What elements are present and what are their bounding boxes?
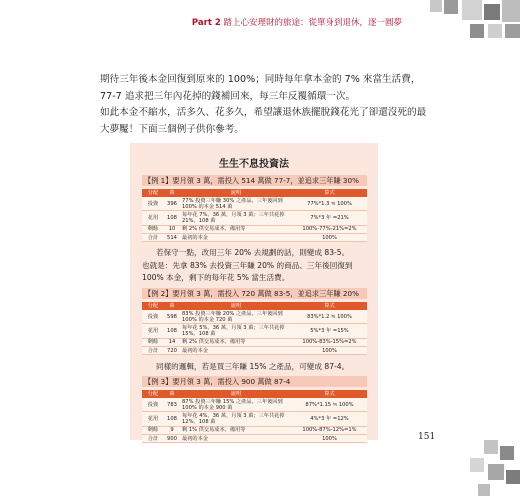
cell: 花用	[142, 412, 164, 426]
cell: 每年花 5%、36 萬，月領 3 萬；三年共花掉 15%、108 萬	[180, 324, 292, 338]
col-header: 算式	[292, 302, 367, 310]
cell: 83% 投資三年賺 20% 之產品，三年後回到 100% 的本金 720 萬	[180, 310, 292, 324]
example-label: 【例 2】要月領 3 萬，需投入 720 萬做 83-5，並追求三年賺 20%	[142, 288, 367, 299]
decor-square	[430, 0, 442, 12]
decor-square	[470, 458, 484, 472]
cell: 108	[164, 324, 180, 338]
decor-square	[505, 24, 520, 38]
cell: 剩餘	[142, 338, 164, 346]
cell: 花用	[142, 211, 164, 225]
col-header: 分配	[142, 302, 164, 310]
table-row	[142, 211, 367, 225]
example-table	[142, 189, 367, 242]
cell: 108	[164, 211, 180, 225]
example-label: 【例 3】要月領 3 萬，需投入 900 萬做 87-4	[142, 376, 367, 387]
cell: 87%*1.15 ≒ 100%	[292, 398, 367, 412]
para-line: 若保守一點，改用三年 20% 去規劃的話，則變成 83-5。	[156, 248, 350, 257]
cell: 合計	[142, 347, 164, 355]
cell: 108	[164, 412, 180, 426]
cell: 5%*3 年 =15%	[292, 324, 367, 338]
col-header: 算式	[292, 390, 367, 398]
example-table	[142, 390, 367, 443]
cell: 每年花 4%、36 萬，月領 3 萬；三年共花掉 12%、108 萬	[180, 412, 292, 426]
cell: 投資	[142, 197, 164, 211]
cell: 900	[164, 435, 180, 443]
para-line: 同樣的邏輯，若是買三年賺 15% 之產品，可變成 87-4。	[156, 362, 350, 371]
table-row	[142, 324, 367, 338]
cell: 7%*3 年 =21%	[292, 211, 367, 225]
cell: 最初的本金	[180, 435, 292, 443]
cell: 83%*1.2 ≒ 100%	[292, 310, 367, 324]
cell: 598	[164, 310, 180, 324]
cell: 剩 2% 供交易成本、備用等	[180, 225, 292, 233]
box-paragraph	[142, 361, 367, 374]
col-header: 算式	[292, 189, 367, 197]
table-row	[142, 412, 367, 426]
col-header: 萬	[164, 390, 180, 398]
table-row	[142, 435, 367, 443]
cell: 合計	[142, 435, 164, 443]
table-row	[142, 426, 367, 434]
body-text	[100, 72, 430, 138]
decor-square	[506, 470, 520, 484]
table-row	[142, 338, 367, 346]
table-row	[142, 197, 367, 211]
decor-square	[484, 4, 500, 20]
table-row	[142, 398, 367, 412]
para-line: 也就是：先拿 83% 去投資三年賺 20% 的商品、三年後回復到	[142, 260, 353, 270]
cell: 9	[164, 426, 180, 434]
cell: 720	[164, 347, 180, 355]
cell: 4%*3 年 =12%	[292, 412, 367, 426]
cell: 投資	[142, 310, 164, 324]
cell: 87% 投資三年賺 15% 之產品，三年後回到 100% 的本金 900 萬	[180, 398, 292, 412]
cell: 剩 2% 供交易成本、備用等	[180, 338, 292, 346]
header-title: 踏上心安理財的旅途：從單身到退休，逐一圓夢	[223, 18, 402, 28]
cell: 10	[164, 225, 180, 233]
cell: 每年花 7%、36 萬，月領 3 萬；三年共花掉 21%、108 萬	[180, 211, 292, 225]
decor-square	[470, 24, 484, 38]
header-part: Part 2	[191, 18, 221, 28]
col-header: 說明	[180, 390, 292, 398]
box-paragraph	[142, 247, 367, 285]
decor-square	[462, 0, 482, 20]
body-paragraph: 期待三年後本金回復到原來的 100%；同時每年拿本金的 7% 來當生活費，77-7 追求把三年內花掉的錢補回來，每三年反覆循環一次。	[100, 74, 421, 102]
cell: 100%-87%-12%=1%	[292, 426, 367, 434]
col-header: 說明	[180, 189, 292, 197]
col-header: 說明	[180, 302, 292, 310]
decor-square	[444, 0, 458, 14]
decor-square	[502, 0, 520, 22]
cell: 100%	[292, 435, 367, 443]
box-title: 生生不息投資法	[219, 159, 289, 170]
cell: 100%	[292, 347, 367, 355]
cell: 783	[164, 398, 180, 412]
investment-box	[130, 143, 378, 440]
cell: 514	[164, 234, 180, 242]
decor-square	[500, 446, 514, 460]
cell: 投資	[142, 398, 164, 412]
decor-square	[478, 484, 490, 496]
cell: 77% 投資三年賺 30% 之產品，三年後回到 100% 的本金 514 萬	[180, 197, 292, 211]
cell: 合計	[142, 234, 164, 242]
col-header: 分配	[142, 390, 164, 398]
cell: 14	[164, 338, 180, 346]
table-row	[142, 234, 367, 242]
table-row	[142, 347, 367, 355]
cell: 最初的本金	[180, 347, 292, 355]
decor-square	[488, 24, 502, 38]
cell: 100%-83%-15%=2%	[292, 338, 367, 346]
decor-square	[484, 440, 498, 454]
example-label: 【例 1】要月領 3 萬，需投入 514 萬做 77-7，並追求三年賺 30%	[142, 175, 367, 186]
example-table	[142, 302, 367, 355]
para-line: 100% 本金，剩下的每年花 5% 當生活費。	[142, 273, 290, 282]
running-header	[192, 16, 402, 28]
decor-square	[488, 464, 504, 480]
cell: 剩餘	[142, 225, 164, 233]
page-number: 151	[418, 432, 436, 442]
cell: 100%-77%-21%=2%	[292, 225, 367, 233]
cell: 剩餘	[142, 426, 164, 434]
cell: 100%	[292, 234, 367, 242]
col-header: 分配	[142, 189, 164, 197]
cell: 剩 1% 供交易成本、備用等	[180, 426, 292, 434]
cell: 77%*1.3 ≒ 100%	[292, 197, 367, 211]
cell: 396	[164, 197, 180, 211]
table-row	[142, 225, 367, 233]
table-row	[142, 310, 367, 324]
body-paragraph: 如此本金不縮水，活多久、花多久，希望讓退休族擺脫錢花光了卻還沒死的最大夢魘！下面三個例子供你參考。	[100, 107, 427, 135]
cell: 花用	[142, 324, 164, 338]
col-header: 萬	[164, 302, 180, 310]
cell: 最初的本金	[180, 234, 292, 242]
col-header: 萬	[164, 189, 180, 197]
